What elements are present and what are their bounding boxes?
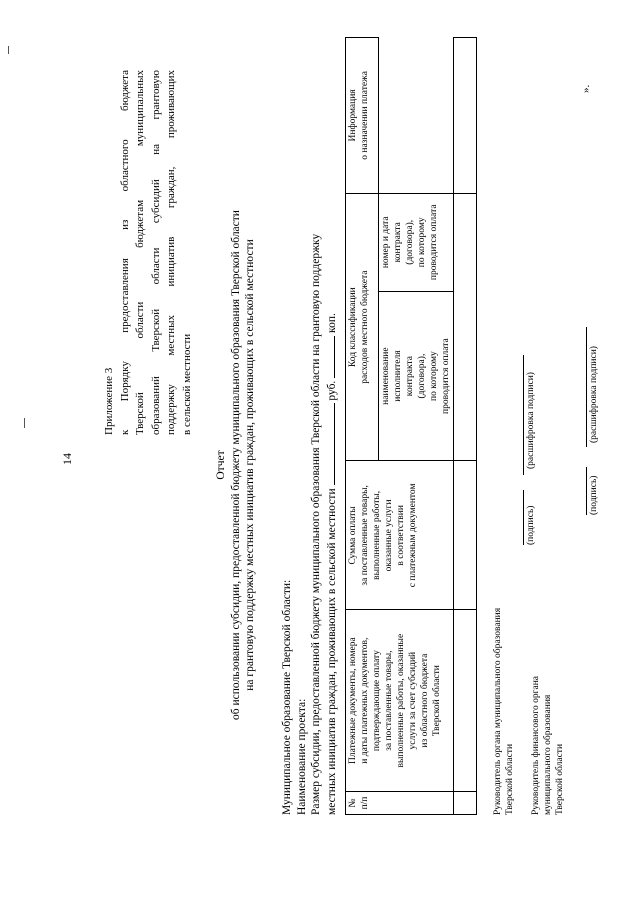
kop-label: коп.: [325, 313, 338, 333]
subcol-name-line: проводится оплата: [441, 338, 451, 414]
subcol-contract-number: [379, 193, 454, 291]
col-number-line-1: №: [348, 798, 358, 808]
report-subtitle-2: на грантовую поддержку местных инициатив граждан, проживающих в сельской местности: [244, 239, 256, 691]
closing-quote: ».: [580, 84, 592, 93]
head-signature-label: [492, 608, 516, 815]
rub-label: руб.: [325, 380, 338, 401]
col-code-line: Код классификации: [348, 287, 358, 368]
report-heading: Отчет: [215, 450, 227, 480]
empty-cell: [454, 461, 477, 610]
annex-block: [102, 70, 196, 435]
kop-blank: [324, 336, 335, 378]
table-empty-row: [454, 38, 477, 815]
col-docs-line: подтверждающие оплату: [372, 650, 382, 752]
col-code-header: [346, 193, 379, 461]
project-name-label: Наименование проекта:: [295, 698, 308, 815]
subcol-name-line: (договора),: [417, 353, 427, 399]
head-signature-line: [523, 490, 524, 545]
municipality-label: Муниципальное образование Тверской области:: [281, 579, 293, 815]
annex-line-4: поддержку местных инициатив граждан, проживающих: [165, 70, 178, 435]
finance-decode-line: [586, 327, 587, 447]
finance-signature-line: [586, 467, 587, 515]
report-subtitle-1: об использовании субсидии, предоставленной бюджету муниципального образования Тверской области: [229, 210, 242, 720]
col-sum-line: в соответствии: [396, 505, 406, 566]
report-title-block: [214, 115, 258, 815]
subcol-name-line: контракта: [405, 356, 415, 397]
subcol-contractor-name: [379, 291, 454, 461]
col-sum-line: Сумма оплаты: [348, 506, 358, 565]
col-info-line: Информация: [348, 89, 358, 142]
annex-line-5: в сельской местности: [180, 333, 193, 435]
table-header-row: [346, 38, 379, 815]
col-sum-line: выполненные работы,: [372, 490, 382, 580]
col-number-line-2: п/п: [360, 796, 370, 810]
finance-label-line-1: Руководитель финансового органа: [531, 675, 541, 815]
col-docs-line: услуги за счет субсидий: [408, 651, 418, 750]
subcol-number-line: (договора),: [405, 219, 415, 265]
finance-decode-caption: (расшифровка подписи): [589, 346, 599, 443]
annex-line-1: к Порядку предоставления из областного бюджета: [118, 70, 131, 435]
col-sum-line: с платежным документом: [408, 483, 418, 588]
subsidy-amount-text: местных инициатив граждан, проживающих в сельской местности: [325, 488, 338, 815]
subcol-number-line: проводится оплата: [429, 204, 439, 281]
col-docs-line: из областного бюджета: [420, 653, 430, 748]
rub-blank: [324, 404, 335, 486]
col-number-header: [346, 792, 454, 815]
subcol-number-line: контракта: [393, 222, 403, 263]
col-info-line: о назначении платежа: [360, 71, 370, 160]
report-meta: [280, 35, 339, 815]
annex-title: Приложение 3: [103, 367, 115, 435]
page-number: 14: [60, 453, 74, 465]
head-decode-caption: (расшифровка подписи): [526, 372, 536, 469]
empty-cell: [454, 792, 477, 815]
report-table: [345, 37, 477, 815]
annex-line-2: Тверской области бюджетам муниципальных: [134, 70, 147, 435]
head-decode-line: [523, 355, 524, 475]
empty-cell: [454, 38, 477, 194]
head-label-line-2: Тверской области: [505, 743, 515, 815]
finance-signature-label: [530, 676, 566, 815]
col-sum-line: оказанные услуги: [384, 499, 394, 572]
subsidy-amount-line-1: Размер субсидии, предоставленной бюджету муниципального образования Тверской области на грантовую поддержку: [310, 233, 322, 815]
annex-line-3: образований Тверской области субсидий на грантовую: [149, 70, 162, 435]
finance-label-line-3: Тверской области: [555, 743, 565, 815]
col-info-header: [346, 38, 379, 194]
col-docs-header: [346, 610, 454, 792]
col-docs-line: выполненные работы, оказанные: [396, 633, 406, 768]
col-docs-line: за поставленные товары,: [384, 650, 394, 751]
col-docs-line: и даты платежных документов,: [360, 637, 370, 764]
head-signature-caption: (подпись): [526, 505, 536, 545]
head-label-line-1: Руководитель органа муниципального образования: [493, 607, 503, 815]
subcol-name-line: исполнителя: [393, 350, 403, 402]
col-code-line: расходов местного бюджета: [360, 270, 370, 384]
subcol-number-line: номер и дата: [381, 216, 391, 269]
col-docs-line: Тверской области: [432, 665, 442, 737]
col-sum-line: за поставленные товары,: [360, 485, 370, 586]
finance-signature-caption: (подпись): [589, 475, 599, 515]
subsidy-amount-line-2: [324, 35, 340, 815]
subcol-number-line: по которому: [417, 217, 427, 268]
subcol-name-line: по которому: [429, 351, 439, 402]
subcol-name-line: наименование: [381, 347, 391, 405]
col-docs-line: Платежные документы, номера: [348, 637, 358, 764]
empty-cell: [454, 610, 477, 792]
empty-cell: [454, 193, 477, 461]
finance-label-line-2: муниципального образования: [543, 694, 553, 815]
col-sum-header: [346, 461, 454, 610]
